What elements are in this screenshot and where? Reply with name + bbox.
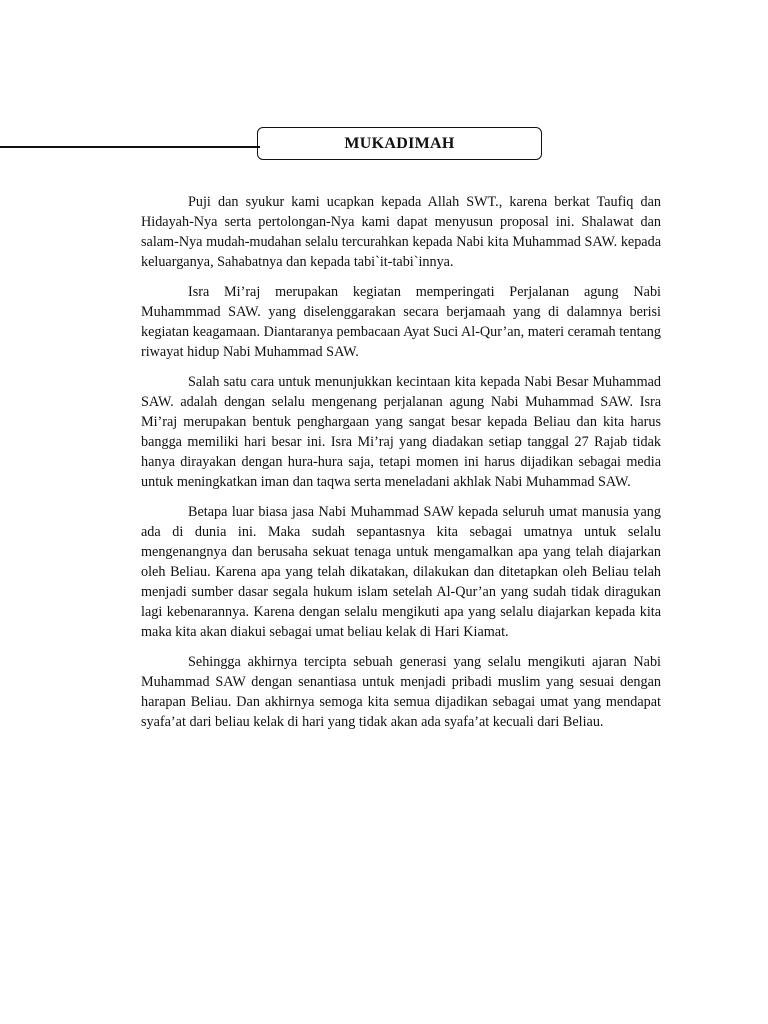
paragraph-5: Sehingga akhirnya tercipta sebuah generasi yang selalu mengikuti ajaran Nabi Muhammad SAW dengan senantiasa untuk menjadi pribadi muslim yang sesuai dengan harapan Beliau. Dan akhirnya semoga kita semua dijadikan sebagai umat yang mendapat syafa’at dari beliau kelak di hari yang tidak akan ada syafa’at kecuali dari Beliau.: [141, 654, 661, 730]
paragraph-1: Puji dan syukur kami ucapkan kepada Allah SWT., karena berkat Taufiq dan Hidayah-Nya serta pertolongan-Nya kami dapat menyusun proposal ini. Shalawat dan salam-Nya mudah-mudahan selalu tercurahkan kepada Nabi kita Muhammad SAW. kepada keluarganya, Sahabatnya dan kepada tabi`it-tabi`innya.: [141, 194, 661, 270]
paragraph-3: Salah satu cara untuk menunjukkan kecintaan kita kepada Nabi Besar Muhammad SAW. adalah dengan selalu mengenang perjalanan agung Nabi Muhammad SAW. Isra Mi’raj merupakan bentuk penghargaan yang sangat besar kepada Beliau dan kita harus bangga memiliki hari besar ini. Isra Mi’raj yang diadakan setiap tanggal 27 Rajab tidak hanya dirayakan dengan hura-hura saja, tetapi momen ini harus dijadikan sebagai media untuk meningkatkan iman dan taqwa serta meneladani akhlak Nabi Muhammad SAW.: [141, 374, 661, 490]
title-box: [257, 127, 542, 160]
header-divider-line: [0, 146, 260, 148]
paragraph-2: Isra Mi’raj merupakan kegiatan memperingati Perjalanan agung Nabi Muhammmad SAW. yang diselenggarakan secara berjamaah yang di dalamnya berisi kegiatan keagamaan. Diantaranya pembacaan Ayat Suci Al-Qur’an, materi ceramah tentang riwayat hidup Nabi Muhammad SAW.: [141, 284, 661, 360]
document-body: [141, 192, 661, 742]
page-title: MUKADIMAH: [344, 134, 455, 152]
paragraph-4: Betapa luar biasa jasa Nabi Muhammad SAW kepada seluruh umat manusia yang ada di dunia ini. Maka sudah sepantasnya kita sebagai umatnya untuk selalu mengenangnya dan berusaha sekuat tenaga untuk mengamalkan apa yang telah diajarkan oleh Beliau. Karena apa yang telah dikatakan, dilakukan dan ditetapkan oleh Beliau telah menjadi sumber dasar segala hukum islam setelah Al-Qur’an yang sudah tidak diragukan lagi kebenarannya. Karena dengan selalu mengikuti apa yang selalu diajarkan kepada kita maka kita akan diakui sebagai umat beliau kelak di Hari Kiamat.: [141, 504, 661, 640]
